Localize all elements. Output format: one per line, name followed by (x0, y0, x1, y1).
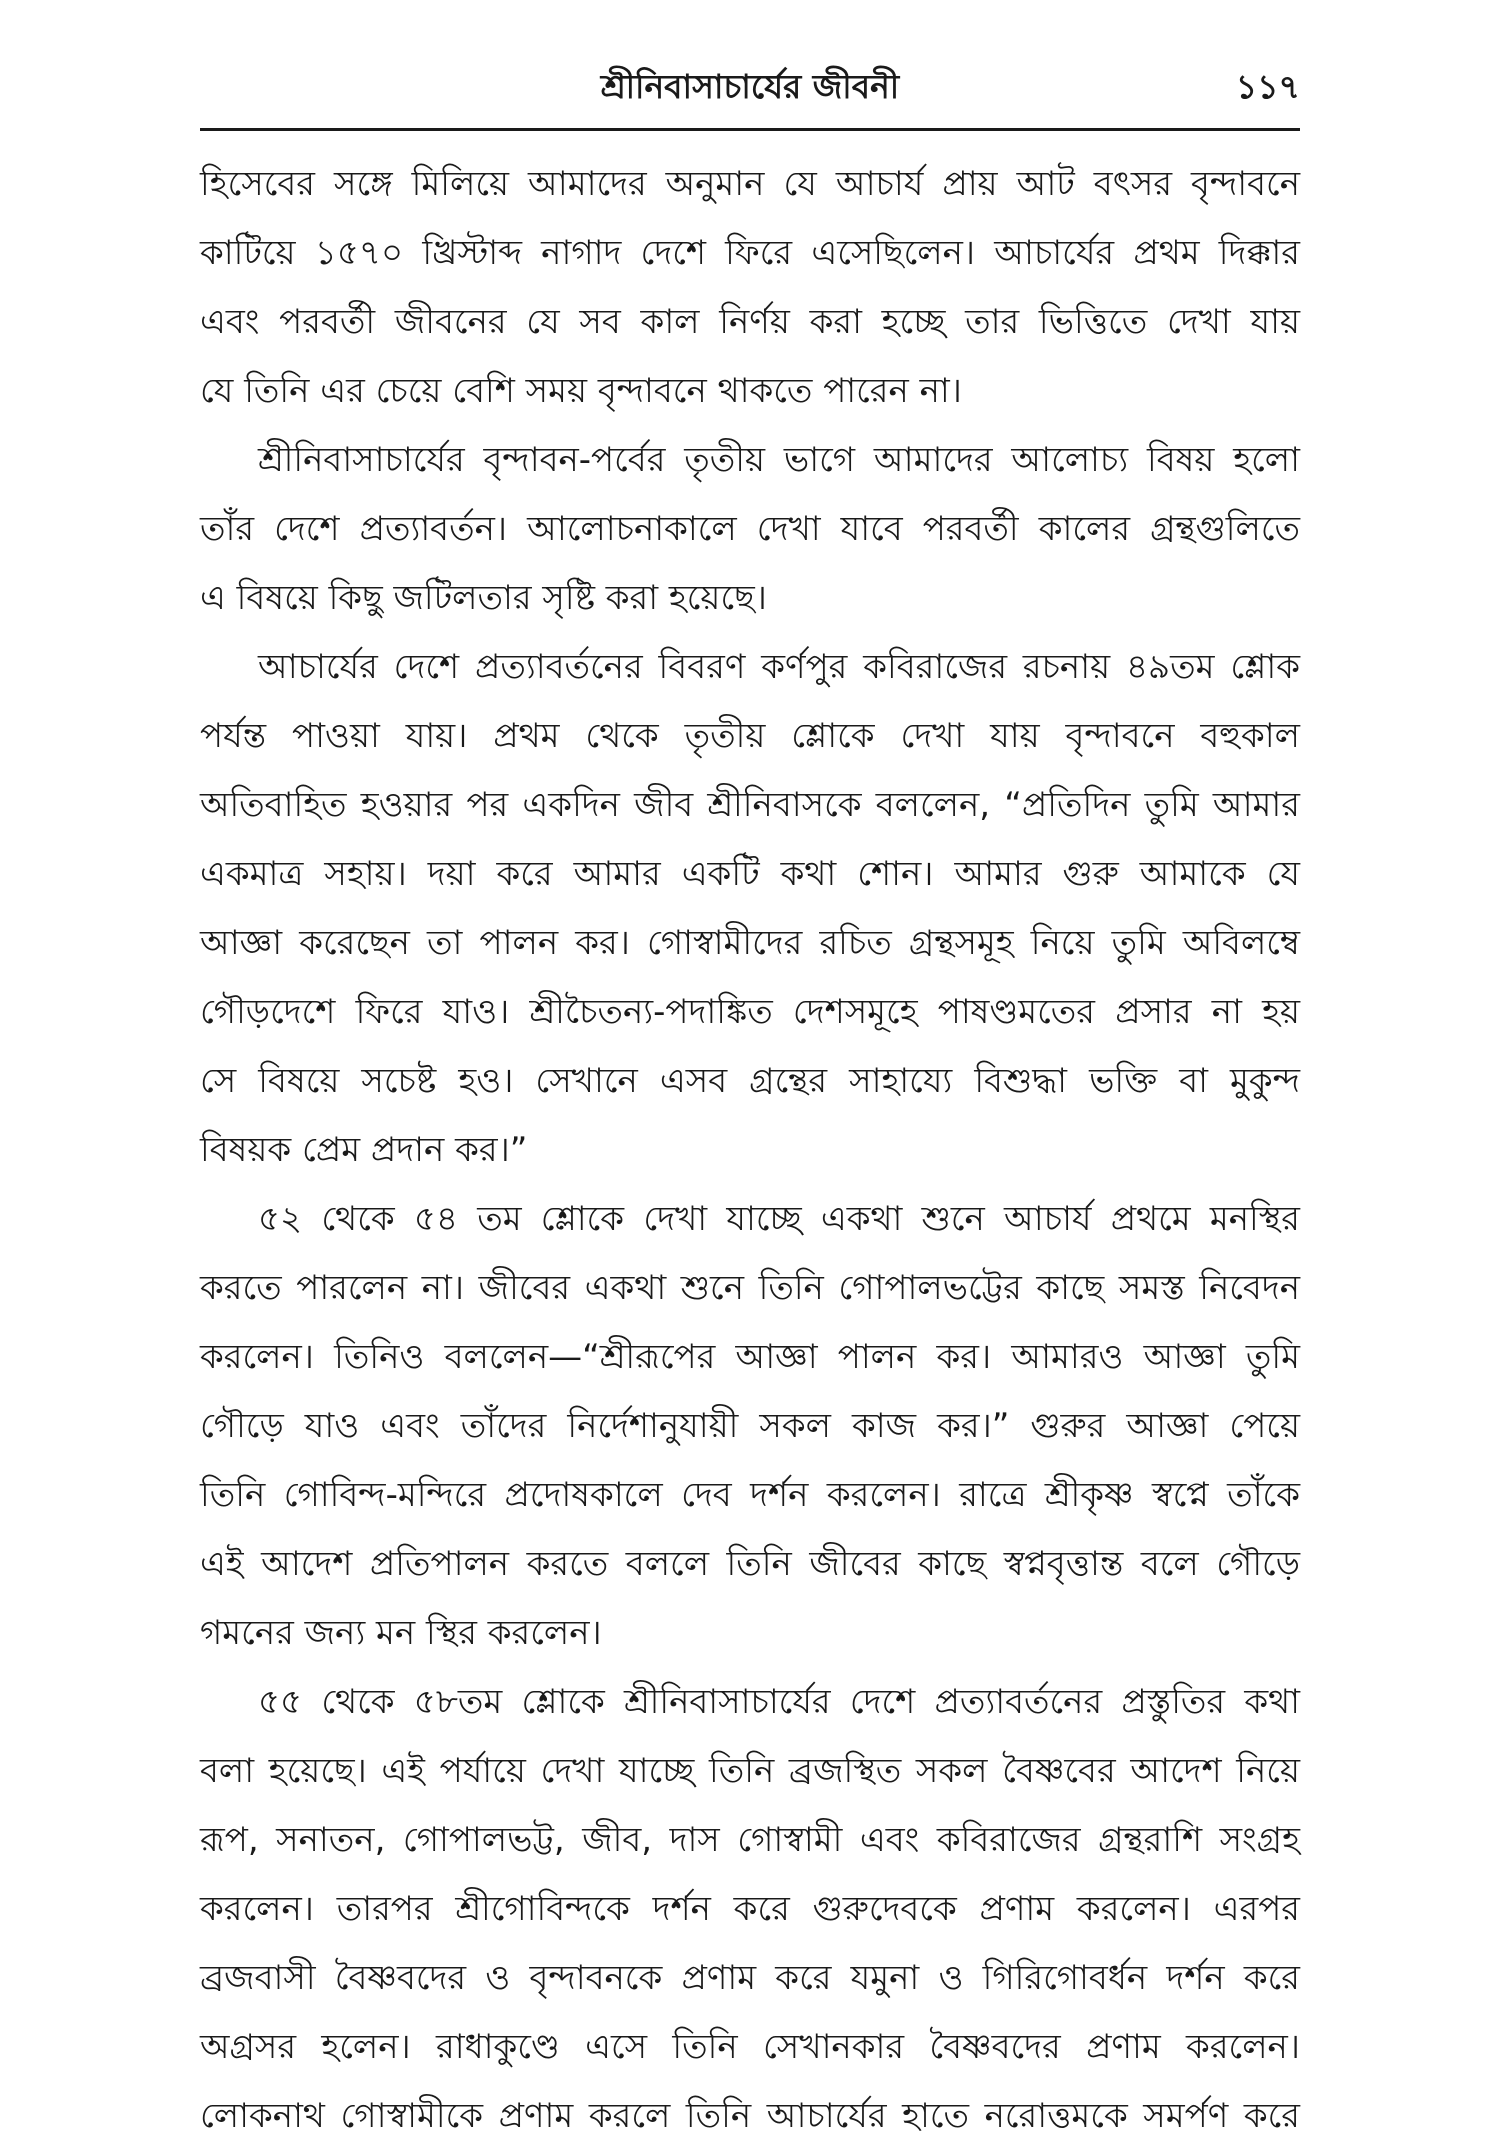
text-line: যে তিনি এর চেয়ে বেশি সময় বৃন্দাবনে থাকতে পারেন না। (200, 371, 962, 411)
text-line: শ্রীনিবাসাচার্যের বৃন্দাবন-পর্বের তৃতীয় ভাগে আমাদের আলোচ্য বিষয় হলো (258, 440, 1300, 480)
body-text (200, 150, 1300, 2151)
text-line: এবং পরবর্তী জীবনের যে সব কাল নির্ণয় করা হচ্ছে তার ভিত্তিতে দেখা যায় (200, 302, 1300, 342)
text-line: গৌড়দেশে ফিরে যাও। শ্রীচৈতন্য-পদাঙ্কিত দেশসমূহে পাষণ্ডমতের প্রসার না হয় (200, 992, 1300, 1032)
text-line: হিসেবের সঙ্গে মিলিয়ে আমাদের অনুমান যে আচার্য প্রায় আট বৎসর বৃন্দাবনে (200, 164, 1300, 204)
running-header (200, 62, 1300, 112)
paragraph-4 (200, 1185, 1300, 1668)
text-line: ৫৫ থেকে ৫৮তম শ্লোকে শ্রীনিবাসাচার্যের দেশে প্রত্যাবর্তনের প্রস্তুতির কথা (258, 1682, 1300, 1722)
text-line: বলা হয়েছে। এই পর্যায়ে দেখা যাচ্ছে তিনি ব্রজস্থিত সকল বৈষ্ণবের আদেশ নিয়ে (200, 1751, 1300, 1791)
text-line: আজ্ঞা করেছেন তা পালন কর। গোস্বামীদের রচিত গ্রন্থসমূহ নিয়ে তুমি অবিলম্বে (200, 923, 1300, 963)
text-line: পর্যন্ত পাওয়া যায়। প্রথম থেকে তৃতীয় শ্লোকে দেখা যায় বৃন্দাবনে বহুকাল (200, 716, 1300, 756)
paragraph-3 (200, 633, 1300, 1185)
text-line: ৫২ থেকে ৫৪ তম শ্লোকে দেখা যাচ্ছে একথা শুনে আচার্য প্রথমে মনস্থির (258, 1199, 1300, 1239)
text-line: করলেন। তারপর শ্রীগোবিন্দকে দর্শন করে গুরুদেবকে প্রণাম করলেন। এরপর (200, 1889, 1300, 1929)
text-line: করলেন। তিনিও বললেন—“শ্রীরূপের আজ্ঞা পালন কর। আমারও আজ্ঞা তুমি (200, 1337, 1300, 1377)
text-line: করতে পারলেন না। জীবের একথা শুনে তিনি গোপালভট্টের কাছে সমস্ত নিবেদন (200, 1268, 1300, 1308)
text-line: অগ্রসর হলেন। রাধাকুণ্ডে এসে তিনি সেখানকার বৈষ্ণবদের প্রণাম করলেন। (200, 2027, 1300, 2067)
text-line: তাঁর দেশে প্রত্যাবর্তন। আলোচনাকালে দেখা যাবে পরবর্তী কালের গ্রন্থগুলিতে (200, 509, 1300, 549)
text-line: এ বিষয়ে কিছু জটিলতার সৃষ্টি করা হয়েছে। (200, 578, 767, 618)
text-line: অতিবাহিত হওয়ার পর একদিন জীব শ্রীনিবাসকে বললেন, “প্রতিদিন তুমি আমার (200, 785, 1300, 825)
text-line: আচার্যের দেশে প্রত্যাবর্তনের বিবরণ কর্ণপুর কবিরাজের রচনায় ৪৯তম শ্লোক (258, 647, 1300, 687)
text-line: ব্রজবাসী বৈষ্ণবদের ও বৃন্দাবনকে প্রণাম করে যমুনা ও গিরিগোবর্ধন দর্শন করে (200, 1958, 1300, 1998)
header-rule (200, 128, 1300, 131)
text-line: কাটিয়ে ১৫৭০ খ্রিস্টাব্দ নাগাদ দেশে ফিরে এসেছিলেন। আচার্যের প্রথম দিক্কার (200, 233, 1300, 273)
running-title: শ্রীনিবাসাচার্যের জীবনী (600, 67, 900, 106)
text-line: এই আদেশ প্রতিপালন করতে বললে তিনি জীবের কাছে স্বপ্নবৃত্তান্ত বলে গৌড়ে (200, 1544, 1300, 1584)
paragraph-1 (200, 150, 1300, 426)
text-line: তিনি গোবিন্দ-মন্দিরে প্রদোষকালে দেব দর্শন করলেন। রাত্রে শ্রীকৃষ্ণ স্বপ্নে তাঁকে (200, 1475, 1300, 1515)
text-line: একমাত্র সহায়। দয়া করে আমার একটি কথা শোন। আমার গুরু আমাকে যে (200, 854, 1300, 894)
text-line: বিষয়ক প্রেম প্রদান কর।” (200, 1130, 528, 1170)
text-line: গমনের জন্য মন স্থির করলেন। (200, 1613, 602, 1653)
text-line: লোকনাথ গোস্বামীকে প্রণাম করলে তিনি আচার্যের হাতে নরোত্তমকে সমর্পণ করে (200, 2096, 1300, 2136)
text-line: রূপ, সনাতন, গোপালভট্ট, জীব, দাস গোস্বামী এবং কবিরাজের গ্রন্থরাশি সংগ্রহ (200, 1820, 1300, 1860)
text-line: সে বিষয়ে সচেষ্ট হও। সেখানে এসব গ্রন্থের সাহায্যে বিশুদ্ধা ভক্তি বা মুকুন্দ (200, 1061, 1300, 1101)
paragraph-5 (200, 1668, 1300, 2151)
paragraph-2 (200, 426, 1300, 633)
page-number: ১১৭ (1235, 67, 1300, 106)
text-line: গৌড়ে যাও এবং তাঁদের নির্দেশানুযায়ী সকল কাজ কর।” গুরুর আজ্ঞা পেয়ে (200, 1406, 1300, 1446)
